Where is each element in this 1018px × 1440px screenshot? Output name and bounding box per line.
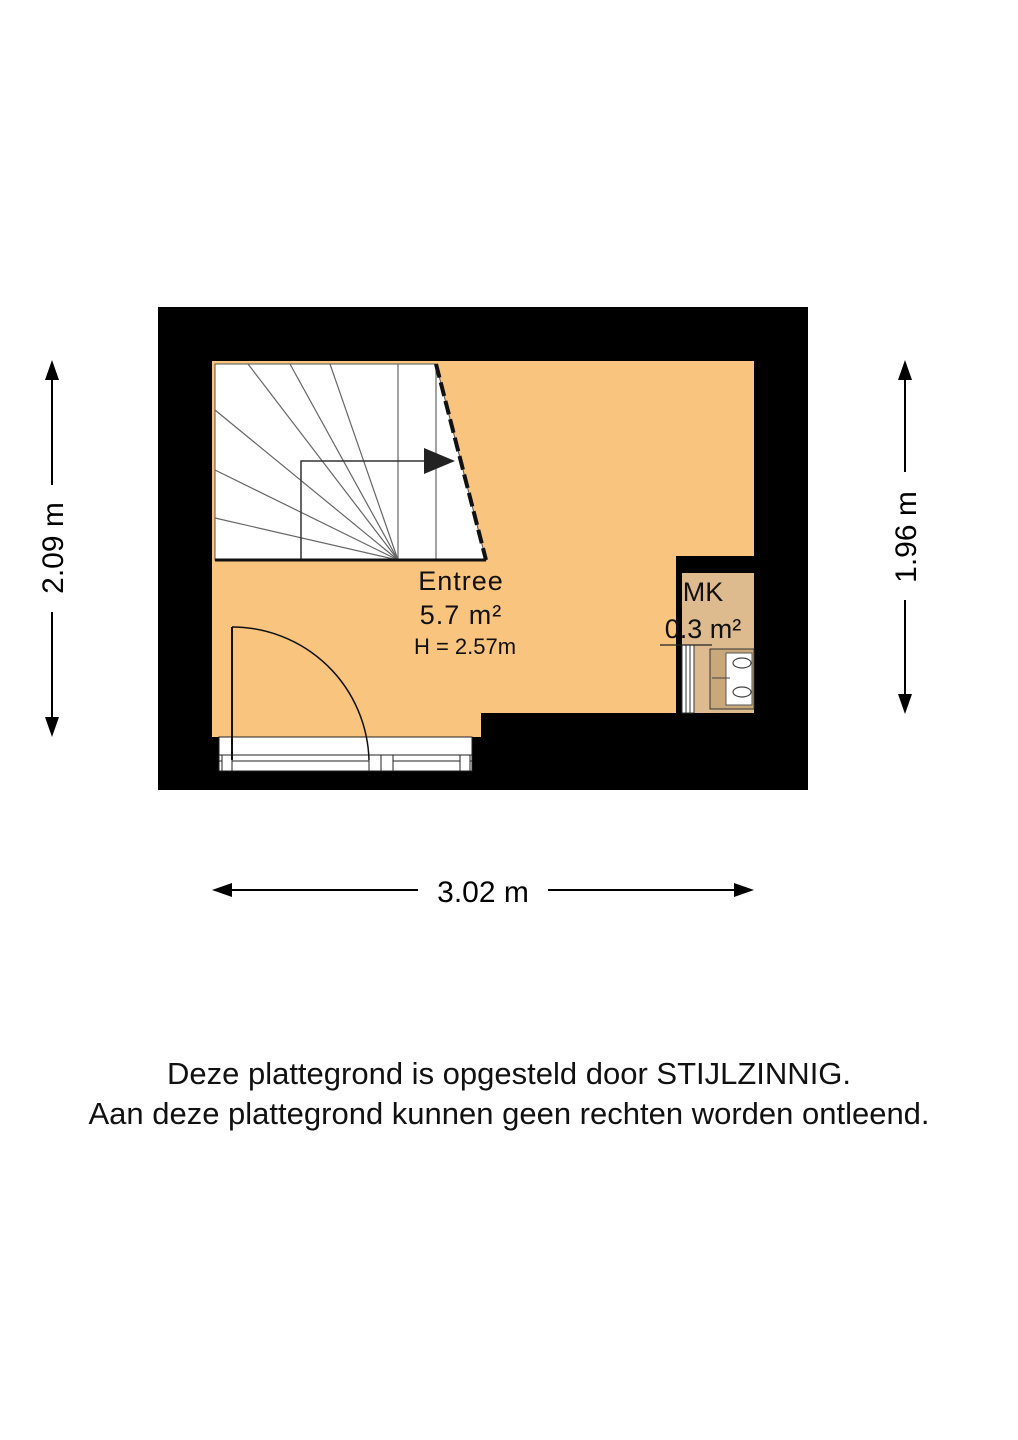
room-area-mk: 0.3 m² bbox=[664, 614, 742, 644]
dimension-right-height-label: 1.96 m bbox=[890, 491, 923, 583]
mk-wall-top bbox=[676, 556, 754, 573]
threshold-post-mid2 bbox=[381, 755, 393, 771]
wall-block-bottom-right-2 bbox=[472, 737, 492, 790]
arrow-up-icon bbox=[45, 360, 59, 380]
arrow-down-icon bbox=[45, 717, 59, 737]
threshold-post-right bbox=[460, 755, 470, 771]
room-area-entree: 5.7 m² bbox=[419, 600, 503, 630]
arrow-up-icon-right bbox=[898, 360, 912, 380]
toilet-bowl-icon bbox=[733, 658, 751, 668]
disclaimer-line-1: Deze plattegrond is opgesteld door STIJLZINNIG. bbox=[166, 1056, 852, 1091]
room-name-mk: MK bbox=[682, 577, 724, 607]
arrow-right-icon bbox=[734, 883, 754, 897]
threshold-post-mid bbox=[369, 755, 381, 771]
sink-bowl-icon bbox=[733, 687, 751, 697]
threshold-post-left bbox=[222, 755, 232, 771]
dimension-left-height bbox=[37, 360, 70, 737]
room-name-entree: Entree bbox=[418, 566, 504, 596]
dimension-left-height-label: 2.09 m bbox=[37, 502, 70, 594]
wall-block-bottom-right bbox=[481, 713, 808, 790]
mk-door-frame bbox=[682, 645, 694, 713]
arrow-left-icon bbox=[212, 883, 232, 897]
dimension-width bbox=[212, 876, 754, 909]
dimension-right-height bbox=[890, 360, 923, 714]
disclaimer-line-2: Aan deze plattegrond kunnen geen rechten worden ontleend. bbox=[88, 1096, 930, 1131]
arrow-down-icon-right bbox=[898, 694, 912, 714]
threshold-frame bbox=[219, 737, 472, 771]
room-height-entree: H = 2.57m bbox=[413, 634, 517, 659]
dimension-width-label: 3.02 m bbox=[437, 876, 529, 909]
